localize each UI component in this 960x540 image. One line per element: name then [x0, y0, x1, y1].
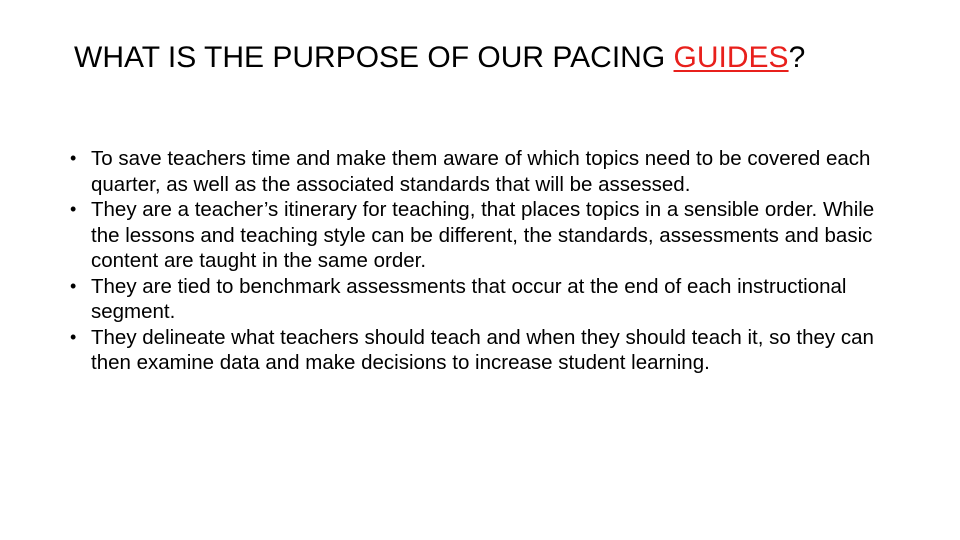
- title-prefix: WHAT IS THE PURPOSE OF OUR PACING: [74, 41, 674, 74]
- bullet-icon: •: [70, 275, 77, 296]
- bullet-item: [70, 146, 890, 197]
- bullet-item: [70, 197, 890, 274]
- bullet-icon: •: [70, 148, 77, 168]
- bullet-icon: •: [70, 199, 77, 219]
- bullet-text: To save teachers time and make them aware of which topics need to be covered each quarter, as well as the associated standards that will be assessed.: [91, 147, 871, 196]
- title-accent-word: GUIDES: [673, 41, 789, 74]
- bullet-text: They are a teacher’s itinerary for teaching, that places topics in a sensible order. While the lessons and teaching style can be different, the standards, assessments and basic content are taught in the same order.: [91, 198, 875, 272]
- bullet-icon: •: [70, 326, 77, 347]
- bullet-text: They are tied to benchmark assessments that occur at the end of each instructional segment.: [91, 274, 847, 323]
- bullet-item: [70, 274, 890, 325]
- bullet-text: They delineate what teachers should teach and when they should teach it, so they can then examine data and make decisions to increase student learning.: [91, 325, 874, 374]
- slide-title: [74, 38, 894, 78]
- bullet-item: [70, 325, 890, 376]
- title-suffix: ?: [788, 41, 806, 74]
- bullet-list: [70, 146, 890, 376]
